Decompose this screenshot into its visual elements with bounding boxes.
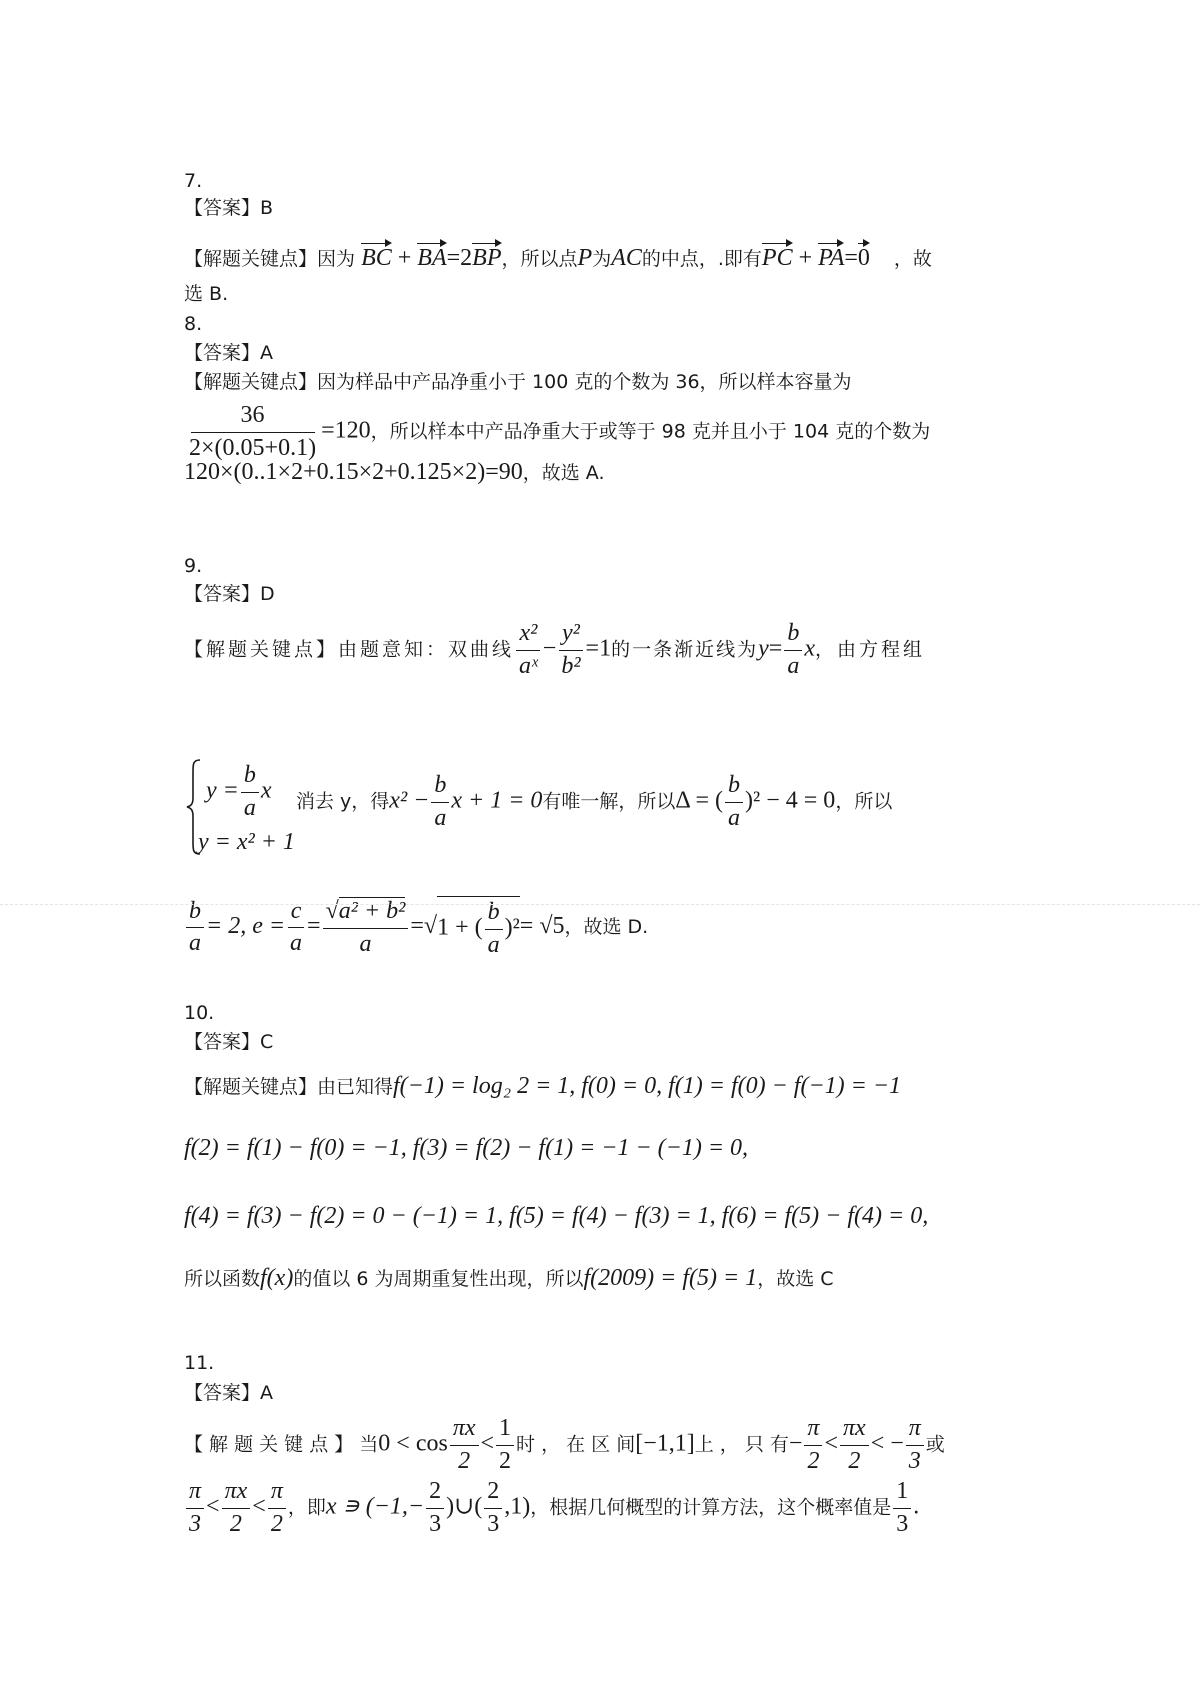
- q9-equals1: =1: [585, 635, 612, 662]
- q10-solution-line1: [184, 1074, 901, 1098]
- q9-number: 9.: [184, 555, 203, 577]
- q9-text2: ，由方程组: [814, 638, 925, 661]
- q11-text1: 时 ， 在 区 间: [516, 1433, 636, 1456]
- q9-solution-line1: 【解题关键点】由题意知：双曲线 $\frac{\text{x²}}{\text{aˣ}}$ − $\frac{\text{y²}}{\text{b²}}$ =1的一条渐近线为y= $\frac{b}{a}$ x，由方程组: [184, 620, 925, 679]
- q10-text2: 的值以 6 为周期重复性出现，所以: [293, 1268, 584, 1290]
- q10-text1: 所以函数: [184, 1268, 261, 1290]
- sqrt-fraction: $\frac{\text{√a² + b²}}{a}$: [323, 897, 409, 958]
- q7-answer: 【答案】B: [184, 197, 274, 219]
- q9-solution-line2: 消去 y，得x² − $\frac{b}{a}$ x + 1 = 0有唯一解，所以Δ = ( $\frac{b}{a}$ )² − 4 = 0，所以: [296, 772, 893, 831]
- q10-number: 10.: [184, 1002, 215, 1024]
- q7-equals: =2: [446, 245, 473, 271]
- q8-number: 8.: [184, 313, 203, 335]
- q11-cos: 0 < cos: [378, 1430, 448, 1457]
- q11-key-label: 【 解 题 关 键 点 】 当: [184, 1433, 379, 1456]
- q7-key-label: 【解题关键点】: [184, 248, 318, 270]
- q10-eq3: f(4) = f(3) − f(2) = 0 − (−1) = 1, f(5) = f(4) − f(3) = 1, f(6) = f(5) − f(4) = 0,: [184, 1203, 929, 1229]
- q9-text1: 的一条渐近线为: [611, 638, 759, 661]
- interval: [−1,1]: [635, 1430, 695, 1457]
- q9-text6: ，故选 D.: [564, 916, 649, 939]
- q11-text2: 上 ， 只 有: [694, 1433, 789, 1456]
- q7-text4: 的中点，.即有: [641, 248, 762, 270]
- q7-text5: ，故: [893, 248, 932, 270]
- hyperbola-y-term: $\frac{\text{y²}}{\text{b²}}$: [558, 620, 583, 680]
- q11-answer: 【答案】A: [184, 1382, 273, 1404]
- asymptote-slope: $\frac{b}{a}$: [784, 620, 802, 680]
- q10-solution-line3: [184, 1204, 928, 1228]
- vector-pc: PC: [762, 240, 793, 270]
- q9-text3: 消去 y，得: [296, 790, 390, 813]
- q11-text3: 或: [925, 1433, 945, 1456]
- q10-fx: f(x): [260, 1265, 294, 1291]
- discriminant-end: )² − 4 = 0: [745, 787, 836, 814]
- q9-answer: 【答案】D: [184, 583, 275, 605]
- q11-text4: ，即: [287, 1496, 326, 1519]
- q9-solution-line3: $\frac{b}{a}$ = 2, e = $\frac{c}{a}$ = $\frac{\text{√a² + b²}}{a}$ =√1 + ( $\frac{b}{a}$ )²= √5，故选 D.: [184, 896, 648, 959]
- sample-size-fraction: $\frac{36}{2\times(0.05+0.1)}$: [189, 402, 317, 461]
- q8-solution-line1: 【解题关键点】因为样品中产品净重小于 100 克的个数为 36，所以样本容量为: [184, 371, 852, 393]
- q9-quadratic: x² −: [389, 787, 430, 814]
- q9-text4: 有唯一解，所以: [542, 790, 676, 813]
- q7-equals2: =: [844, 245, 858, 271]
- q10-key-label: 【解题关键点】由已知得: [184, 1076, 394, 1098]
- eccentricity: = 2, e =: [206, 913, 286, 940]
- page-divider: [0, 904, 1200, 905]
- q7-solution-line1: 【解题关键点】因为 BC + BA=2BP，所以点P为AC的中点，.即有PC + PA=0 ，故: [184, 240, 932, 270]
- q8-text2: ，所以样本中产品净重大于或等于 98 克并且小于 104 克的个数为: [370, 420, 931, 443]
- q9-text5: ，所以: [835, 790, 893, 813]
- q11-solution-line1: 【 解 题 关 键 点 】 当0 < cos $\frac{\pi x}{2}$ < $\frac{1}{2}$ 时 ， 在 区 间[−1,1]上 ， 只 有− $\frac{\pi}{2}$ < $\frac{\pi x}{2}$ < − $\frac{\pi}{3}$ 或: [184, 1415, 945, 1474]
- q7-solution-line2: 选 B.: [184, 283, 229, 305]
- q10-solution-line4: [184, 1266, 834, 1290]
- q9-y: y: [758, 635, 769, 662]
- q10-text3: ，故选 C: [757, 1268, 834, 1290]
- q9-quadratic-end: x + 1 = 0: [451, 787, 543, 814]
- point-p: P: [577, 245, 593, 271]
- q9-key-label: 【解题关键点】由题意知：双曲线: [184, 638, 515, 661]
- q8-solution-line3: [184, 460, 604, 484]
- system-eq2: y = x² + 1: [198, 829, 295, 855]
- q10-eq2: f(2) = f(1) − f(0) = −1, f(3) = f(2) − f(1) = −1 − (−1) = 0,: [184, 1135, 749, 1161]
- q10-solution-line2: [184, 1136, 748, 1160]
- vector-bc: BC: [361, 240, 392, 270]
- q8-result: =120: [321, 417, 371, 444]
- q10-answer: 【答案】C: [184, 1031, 274, 1053]
- q7-text2: ，所以点: [501, 248, 578, 270]
- q9-eq: =: [768, 635, 783, 662]
- q7-text3: 为: [592, 248, 612, 270]
- vector-pa: PA: [818, 240, 844, 270]
- q7-text: 因为: [317, 248, 356, 270]
- vector-ba: BA: [417, 240, 446, 270]
- q10-f2009: f(2009) = f(5) = 1: [583, 1265, 758, 1291]
- q10-eq1: f(−1) = log₂ 2 = 1, f(0) = 0, f(1) = f(0) − f(−1) = −1: [393, 1073, 902, 1099]
- zero-vector: 0: [858, 240, 870, 270]
- q7-number: 7.: [184, 170, 203, 192]
- segment-ac: AC: [611, 245, 642, 271]
- system-eq1: y = $\frac{b}{a}$ x: [206, 762, 272, 821]
- q11-text5: ，根据几何概型的计算方法，这个概率值是: [530, 1496, 892, 1519]
- q8-count-expression: 120×(0..1×2+0.15×2+0.125×2)=90: [184, 459, 523, 485]
- q9-x: x: [804, 635, 815, 662]
- vector-bp: BP: [472, 240, 501, 270]
- q11-set: x ∍ (−1,−: [325, 1493, 425, 1520]
- q11-solution-line2: $\frac{\pi}{3}$ < $\frac{\pi x}{2}$ < $\frac{\pi}{2}$ ，即x ∍ (−1,− $\frac{2}{3}$ )∪( $\frac{2}{3}$ ,1)，根据几何概型的计算方法，这个概率值是 $\frac{1}{3}$ .: [184, 1478, 919, 1538]
- q8-answer: 【答案】A: [184, 342, 273, 364]
- hyperbola-x-term: $\frac{\text{x²}}{\text{aˣ}}$: [516, 620, 541, 680]
- q8-solution-line2: [184, 402, 930, 462]
- discriminant: Δ = (: [675, 787, 724, 814]
- q8-text3: ，故选 A.: [522, 462, 605, 484]
- result-sqrt5: = √5: [519, 913, 565, 940]
- q11-number: 11.: [184, 1352, 215, 1374]
